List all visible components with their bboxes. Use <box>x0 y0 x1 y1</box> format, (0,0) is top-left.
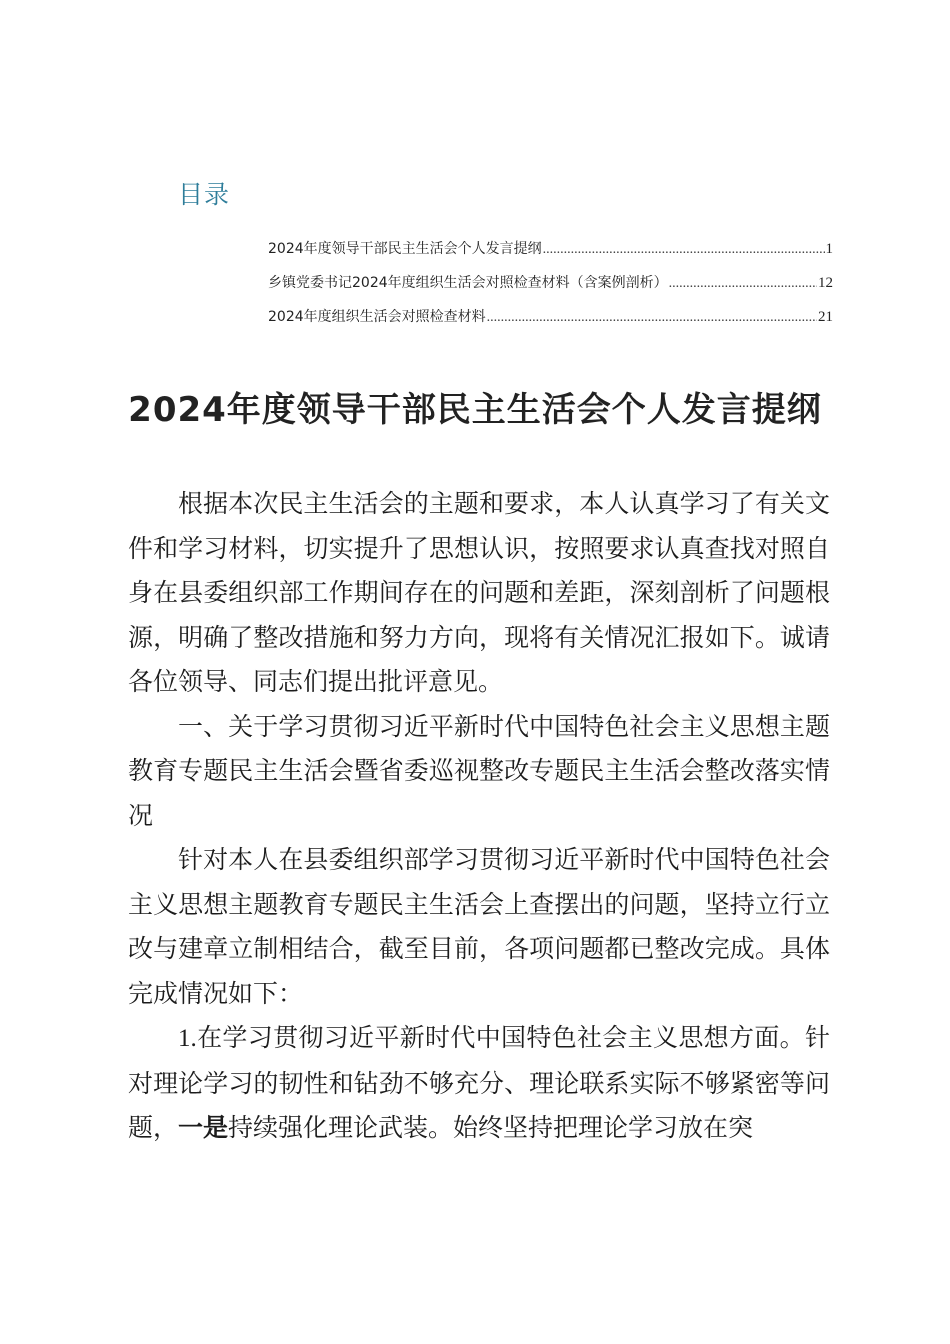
toc-entry-title: 2024年度领导干部民主生活会个人发言提纲 <box>268 241 542 257</box>
toc-entry-title: 乡镇党委书记2024年度组织生活会对照检查材料（含案例剖析） <box>268 275 668 291</box>
toc-dot-leader <box>487 310 817 326</box>
document-title: 2024年度领导干部民主生活会个人发言提纲 <box>128 390 822 430</box>
toc-dot-leader <box>543 242 825 258</box>
toc-heading: 目录 <box>178 180 231 209</box>
toc-entry-page: 1 <box>825 241 833 257</box>
body-paragraph: 根据本次民主生活会的主题和要求，本人认真学习了有关文件和学习材料，切实提升了思想认识，按照要求认真查找对照自身在县委组织部工作期间存在的问题和差距，深刻剖析了问题根源，明确了整改措施和努力方向，现将有关情况汇报如下。诚请各位领导、同志们提出批评意见。 <box>128 489 830 696</box>
body-paragraph: 针对本人在县委组织部学习贯彻习近平新时代中国特色社会主义思想主题教育专题民主生活会上查摆出的问题，坚持立行立改与建章立制相结合，截至目前，各项问题都已整改完成。具体完成情况如下： <box>128 845 830 1008</box>
toc-entry[interactable] <box>268 306 833 340</box>
toc-entry-title: 2024年度组织生活会对照检查材料 <box>268 309 486 325</box>
body-paragraph <box>128 1016 830 1151</box>
section-heading: 一、关于学习贯彻习近平新时代中国特色社会主义思想主题教育专题民主生活会暨省委巡视整改专题民主生活会整改落实情况 <box>128 711 830 830</box>
item-number: 1. <box>178 1025 197 1052</box>
item-emphasis: 一是 <box>178 1113 229 1142</box>
document-body <box>128 482 830 1151</box>
toc-entry[interactable] <box>268 238 833 272</box>
toc-entry[interactable] <box>268 272 833 306</box>
table-of-contents <box>268 238 833 340</box>
toc-entry-page: 21 <box>818 309 833 325</box>
toc-entry-page: 12 <box>818 275 833 291</box>
toc-dot-leader <box>669 276 817 292</box>
item-text: 在学习贯彻习近平新时代中国特色社会主义思想方面。针对理论学习的韧性和钻劲不够充分、理论联系实际不够紧密等问题， <box>128 1023 830 1142</box>
item-text-tail: 持续强化理论武装。始终坚持把理论学习放在突 <box>228 1113 754 1142</box>
